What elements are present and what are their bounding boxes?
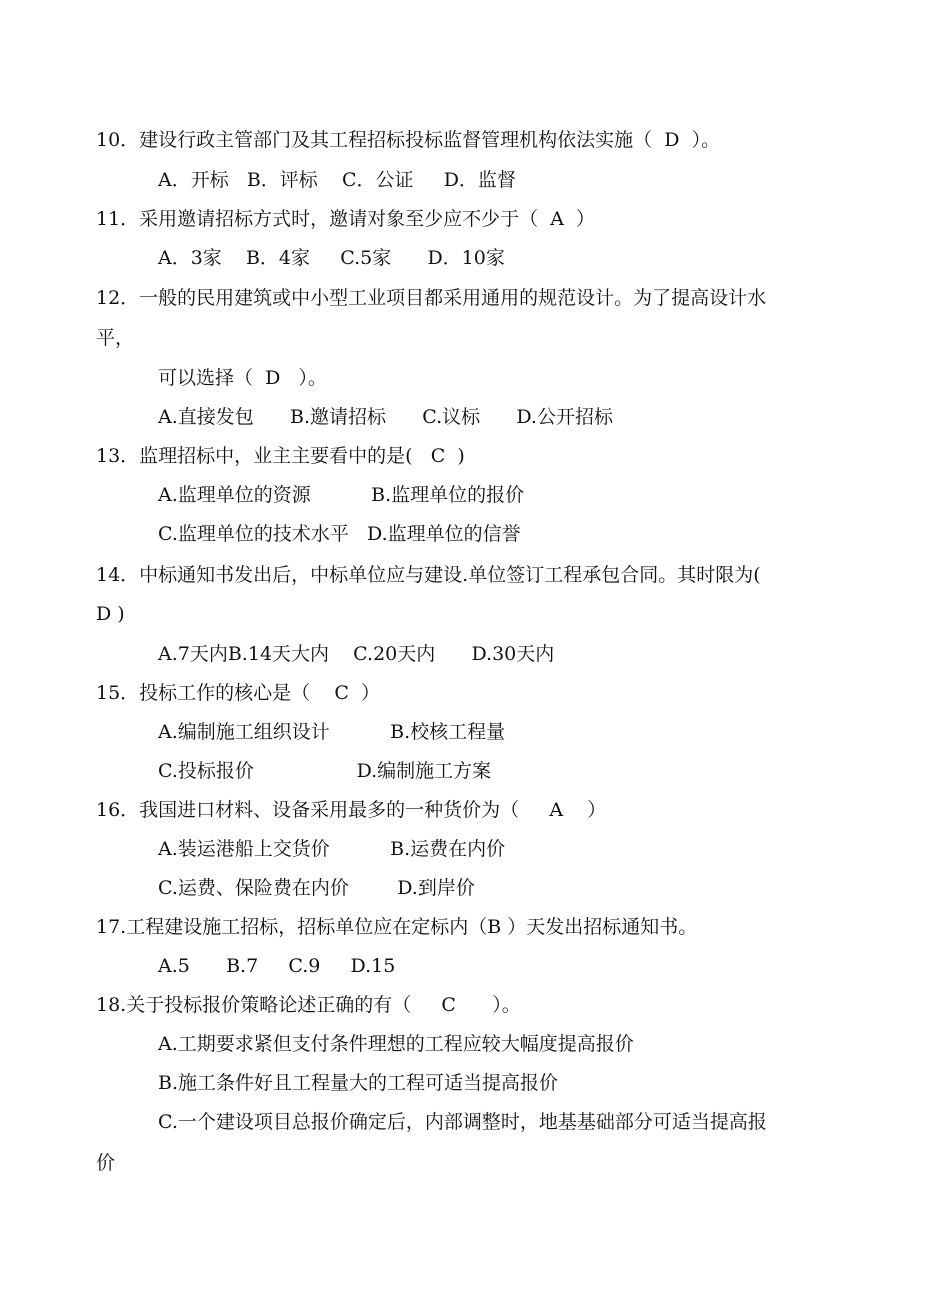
question-11-options: A．3家 B．4家 C.5家 D．10家 bbox=[158, 247, 505, 269]
question-10-options: A．开标 B．评标 C．公证 D．监督 bbox=[158, 169, 516, 191]
question-12-stem: 12．一般的民用建筑或中小型工业项目都采用通用的规范设计。为了提高设计水 bbox=[96, 287, 767, 309]
question-17-options: A.5 B.7 C.9 D.15 bbox=[158, 955, 396, 977]
question-13-stem: 13．监理招标中，业主主要看中的是( C ) bbox=[96, 445, 465, 467]
question-13-options-row-1: A.监理单位的资源 B.监理单位的报价 bbox=[158, 484, 525, 506]
question-12-options: A.直接发包 B.邀请招标 C.议标 D.公开招标 bbox=[158, 406, 613, 428]
question-18-option-b: B.施工条件好且工程量大的工程可适当提高报价 bbox=[158, 1072, 559, 1094]
question-18-option-c: C.一个建设项目总报价确定后，内部调整时，地基基础部分可适当提高报 bbox=[158, 1111, 767, 1133]
question-10-stem: 10．建设行政主管部门及其工程招标投标监督管理机构依法实施（ D ）。 bbox=[96, 129, 721, 151]
question-16-stem: 16．我国进口材料、设备采用最多的一种货价为（ A ） bbox=[96, 799, 607, 821]
question-15-options-row-1: A.编制施工组织设计 B.校核工程量 bbox=[158, 721, 506, 743]
question-15-options-row-2: C.投标报价 D.编制施工方案 bbox=[158, 760, 492, 782]
question-14-stem: 14．中标通知书发出后，中标单位应与建设.单位签订工程承包合同。其时限为( bbox=[96, 564, 761, 586]
question-16-options-row-2: C.运费、保险费在内价 D.到岸价 bbox=[158, 877, 475, 899]
question-18-option-a: A.工期要求紧但支付条件理想的工程应较大幅度提高报价 bbox=[158, 1033, 634, 1055]
question-18-option-c-continued: 价 bbox=[96, 1152, 116, 1174]
question-15-stem: 15．投标工作的核心是（ C ） bbox=[96, 682, 380, 704]
question-11-stem: 11．采用邀请招标方式时，邀请对象至少应不少于（ A ） bbox=[96, 208, 596, 230]
question-14-stem-continued: D ) bbox=[96, 603, 125, 625]
question-16-options-row-1: A.装运港船上交货价 B.运费在内价 bbox=[158, 838, 506, 860]
question-12-stem-continued-2: 可以选择（ D ）。 bbox=[158, 367, 327, 389]
question-17-stem: 17.工程建设施工招标，招标单位应在定标内（B ）天发出招标通知书。 bbox=[96, 916, 698, 938]
question-18-stem: 18.关于投标报价策略论述正确的有（ C ）。 bbox=[96, 994, 521, 1016]
question-13-options-row-2: C.监理单位的技术水平 D.监理单位的信誉 bbox=[158, 523, 521, 545]
question-12-stem-continued: 平， bbox=[96, 327, 135, 349]
question-14-options: A.7天内B.14天大内 C.20天内 D.30天内 bbox=[158, 643, 555, 665]
